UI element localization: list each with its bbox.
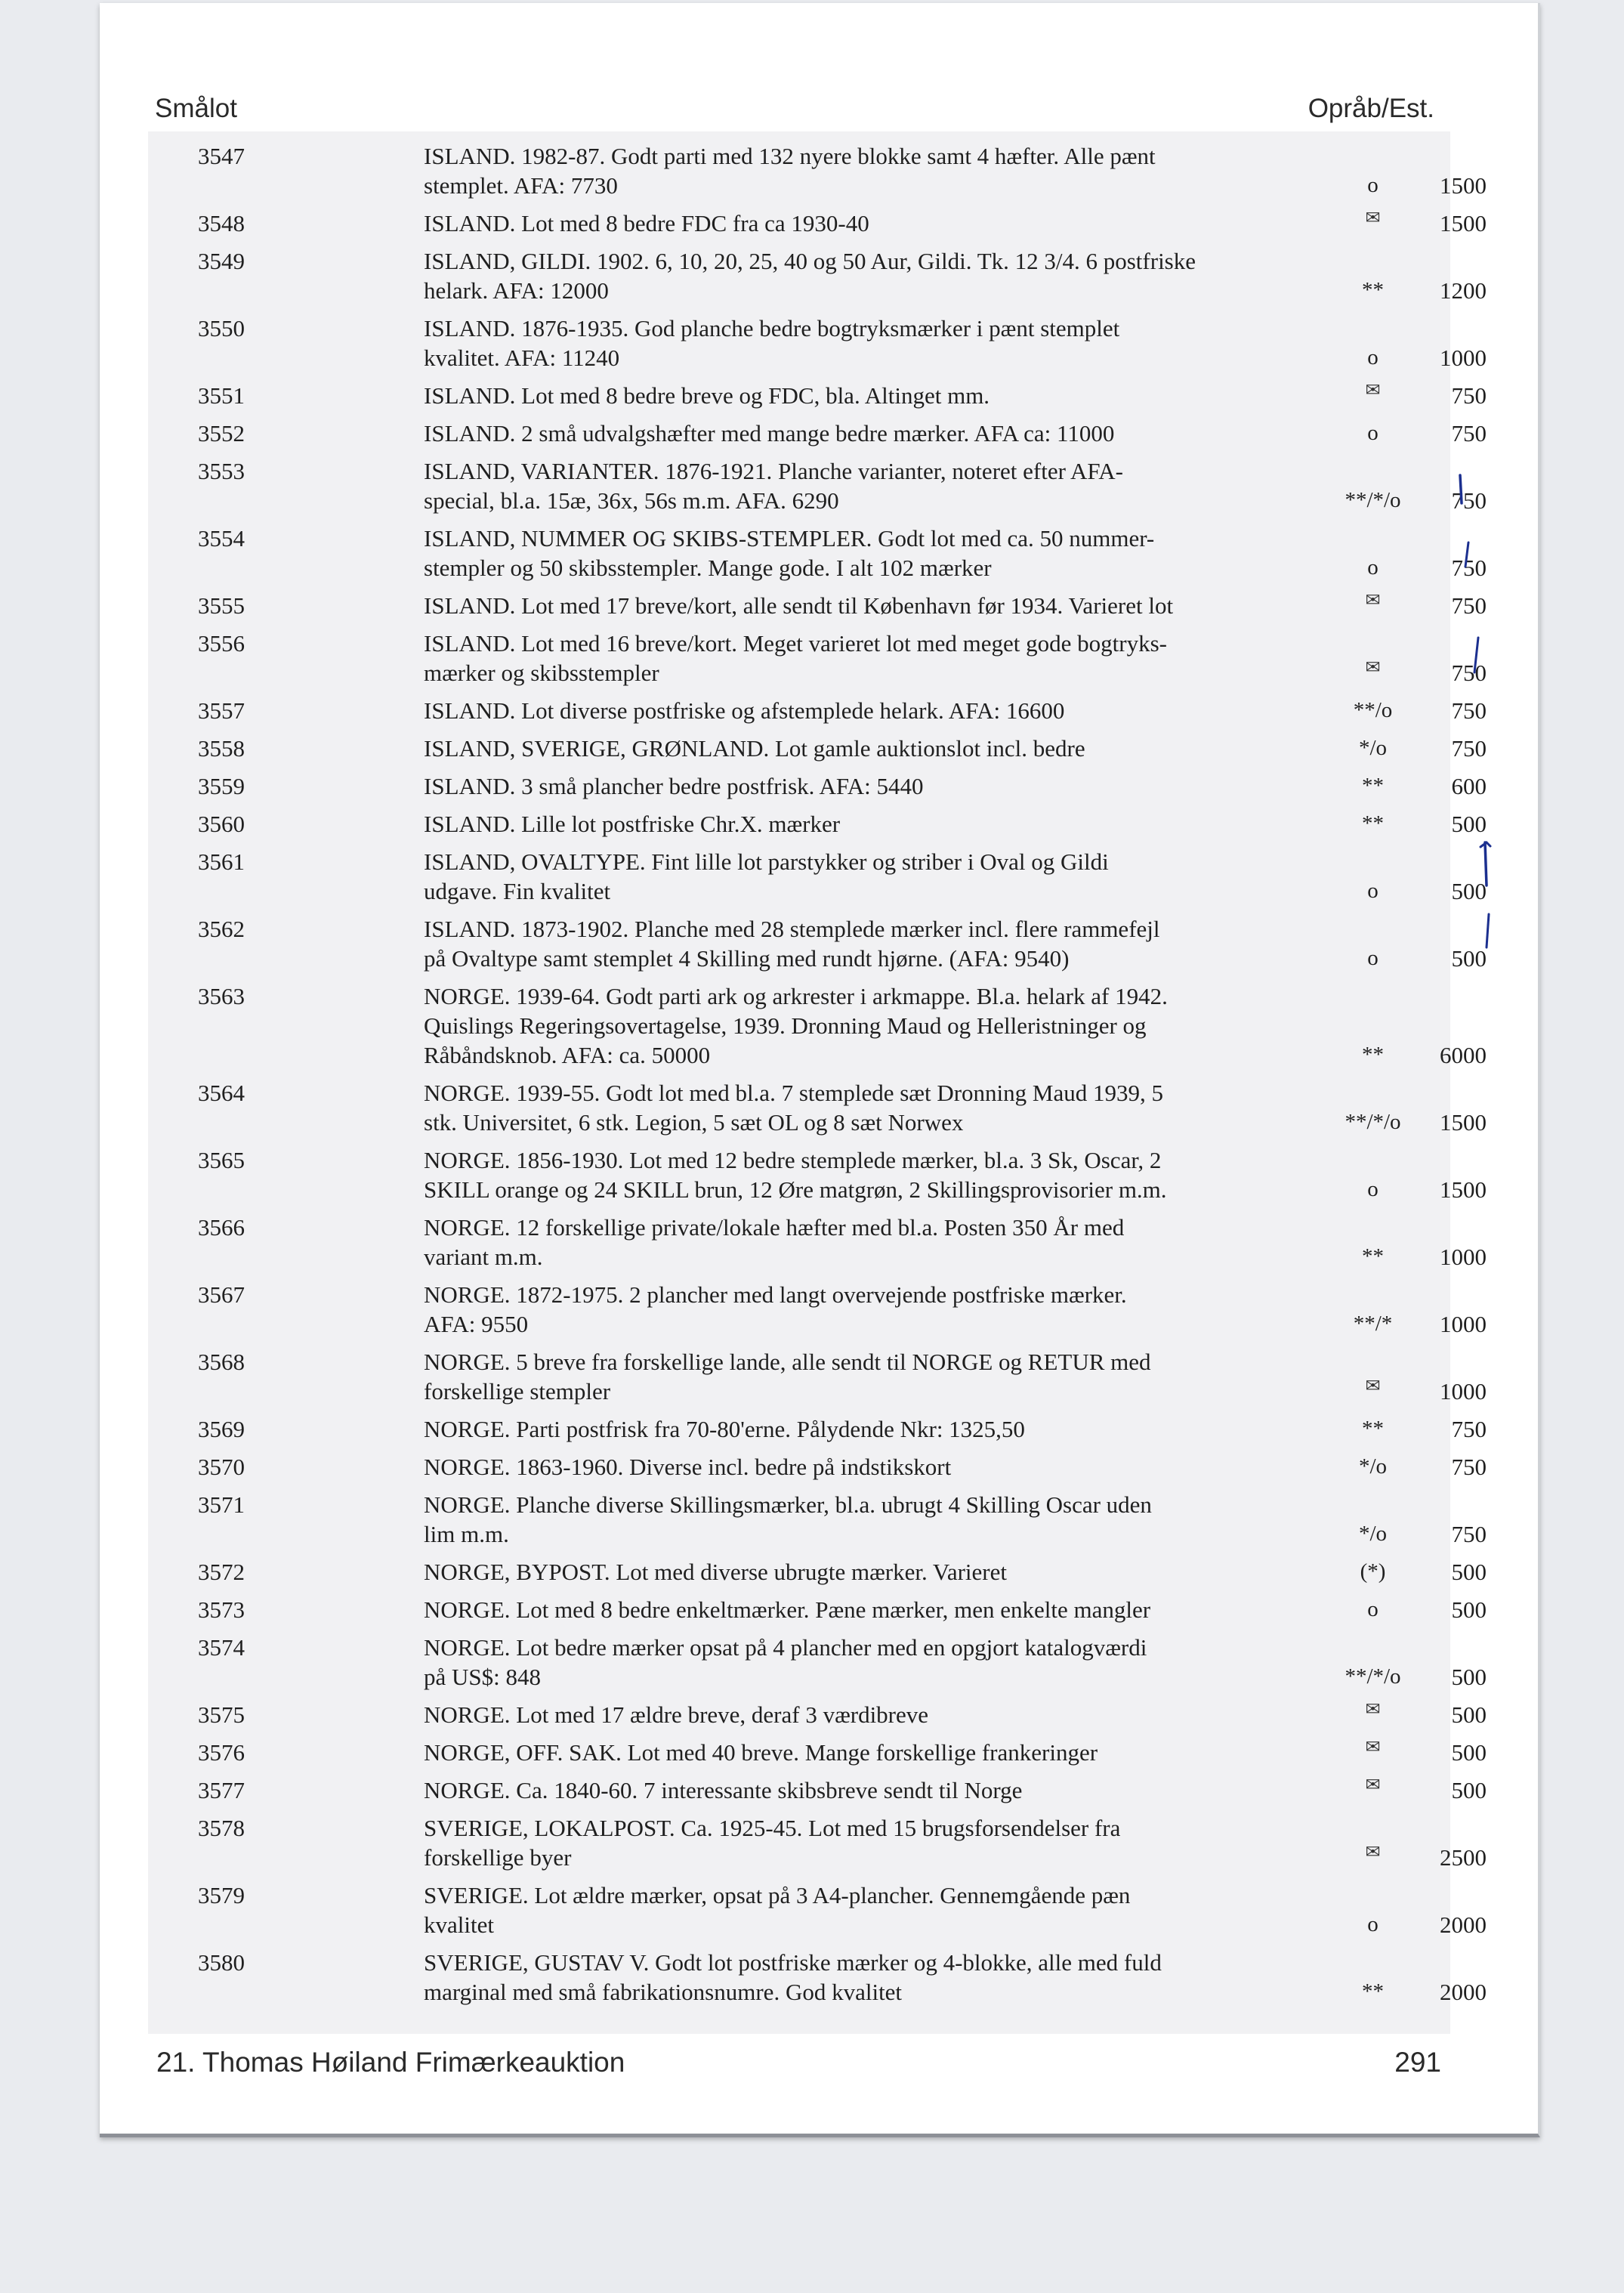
lot-description-line: stk. Universitet, 6 stk. Legion, 5 sæt OL og 8 sæt Norwex [424,1109,964,1136]
lot-estimate: 1000 [1440,1378,1487,1405]
lot-condition: o [1367,946,1379,970]
envelope-icon: ✉ [1365,1843,1381,1862]
lot-description-line: SVERIGE. Lot ældre mærker, opsat på 3 A4-plancher. Gennemgående pæn [424,1882,1131,1908]
lot-description [424,1813,1323,1872]
lot-description-line: Quislings Regeringsovertagelse, 1939. Dronning Maud og Helleristninger og [424,1012,1147,1039]
lot-condition: **/*/o [1345,1110,1401,1134]
lot-description-line: ISLAND. 1982-87. Godt parti med 132 nyere blokke samt 4 hæfter. Alle pænt [424,143,1156,169]
lot-description-line: ISLAND. 1873-1902. Planche med 28 stemplede mærker incl. flere rammefejl [424,916,1160,942]
lot-estimate: 750 [1451,420,1487,447]
lot-description-line: ISLAND. Lot med 8 bedre breve og FDC, bla. Altinget mm. [424,382,990,409]
lot-estimate: 500 [1451,1701,1487,1728]
page-number: 291 [1394,2047,1441,2078]
lot-estimate: 1000 [1440,1311,1487,1337]
lot-description-line: NORGE, BYPOST. Lot med diverse ubrugte mærker. Varieret [424,1559,1008,1585]
lot-description [424,629,1323,688]
lot-description [424,1490,1323,1549]
lot-description-line: kvalitet. AFA: 11240 [424,345,620,371]
envelope-icon: ✉ [1365,1775,1381,1795]
lot-description-line: udgave. Fin kvalitet [424,878,611,904]
lot-description-line: forskellige byer [424,1844,572,1871]
lot-description-line: NORGE. Lot bedre mærker opsat på 4 plancher med en opgjort katalogværdi [424,1634,1147,1661]
lot-number: 3563 [198,983,245,1009]
lot-number: 3573 [198,1596,245,1623]
section-title: Smålot [155,94,237,123]
lot-description [424,1633,1323,1692]
lot-description-line: SVERIGE, GUSTAV V. Godt lot postfriske mærker og 4-blokke, alle med fuld [424,1949,1162,1976]
lot-description-line: SVERIGE, LOKALPOST. Ca. 1925-45. Lot med 15 brugsforsendelser fra [424,1815,1121,1841]
lot-number: 3562 [198,916,245,942]
lot-estimate: 750 [1451,1416,1487,1442]
catalog-page [100,3,1540,2137]
lot-description-line: ISLAND. Lot diverse postfriske og afstemplede helark. AFA: 16600 [424,697,1065,724]
lot-row [148,1813,1487,1872]
lot-condition: **/o [1353,698,1393,722]
lot-number: 3578 [198,1815,245,1841]
lot-description [424,1557,1323,1587]
lot-number: 3547 [198,143,245,169]
envelope-icon: ✉ [1365,658,1381,678]
lot-estimate: 750 [1451,382,1487,409]
lot-number: 3550 [198,315,245,341]
handwritten-pen-marks [1435,453,1496,997]
lot-condition: o [1367,173,1379,197]
lot-description [424,1213,1323,1272]
lot-row [148,1557,1487,1587]
lot-row [148,1078,1487,1137]
envelope-icon: ✉ [1365,1377,1381,1396]
lot-number: 3568 [198,1349,245,1375]
lot-number: 3571 [198,1491,245,1518]
lot-number: 3553 [198,458,245,484]
lot-description [424,734,1323,763]
lot-description [424,1280,1323,1339]
lot-row [148,696,1487,725]
lot-condition: ** [1362,1043,1384,1067]
lot-row [148,1880,1487,1939]
lot-description [424,1145,1323,1204]
lot-description-line: helark. AFA: 12000 [424,277,609,304]
lot-description [424,847,1323,906]
lot-description-line: NORGE. 1939-55. Godt lot med bl.a. 7 stemplede sæt Dronning Maud 1939, 5 [424,1080,1163,1106]
lot-description-line: NORGE. Parti postfrisk fra 70-80'erne. Pålydende Nkr: 1325,50 [424,1416,1025,1442]
lot-number: 3557 [198,697,245,724]
lot-number: 3572 [198,1559,245,1585]
lot-description-line: forskellige stempler [424,1378,611,1405]
lot-estimate: 500 [1451,1596,1487,1623]
lot-row [148,1347,1487,1406]
lot-description-line: NORGE. Planche diverse Skillingsmærker, bl.a. ubrugt 4 Skilling Oscar uden [424,1491,1152,1518]
lot-estimate: 6000 [1440,1042,1487,1068]
lot-number: 3560 [198,811,245,837]
lot-row [148,246,1487,305]
lot-estimate: 500 [1451,1777,1487,1803]
lot-number: 3549 [198,248,245,274]
lot-description [424,981,1323,1070]
lot-description-line: marginal med små fabrikationsnumre. God kvalitet [424,1979,903,2005]
lot-number: 3577 [198,1777,245,1803]
lot-condition: ** [1362,811,1384,836]
lot-description-line: stemplet. AFA: 7730 [424,172,618,199]
envelope-icon: ✉ [1365,1738,1381,1757]
lot-condition: */o [1358,1454,1388,1479]
lot-description-line: ISLAND. 2 små udvalgshæfter med mange bedre mærker. AFA ca: 11000 [424,420,1115,447]
lot-estimate: 2000 [1440,1911,1487,1938]
lot-row [148,1280,1487,1339]
lot-condition: o [1367,1597,1379,1621]
lot-description [424,314,1323,372]
lot-condition: **/*/o [1345,1664,1401,1689]
lot-estimate: 750 [1451,487,1487,514]
lot-number: 3555 [198,592,245,619]
lot-condition: o [1367,345,1379,369]
lot-description-line: ISLAND. Lot med 16 breve/kort. Meget varieret lot med meget gode bogtryks- [424,630,1167,657]
lot-estimate: 500 [1451,811,1487,837]
lot-description-line: NORGE. Lot med 8 bedre enkeltmærker. Pæne mærker, men enkelte mangler [424,1596,1151,1623]
lot-row [148,1738,1487,1767]
lot-row [148,771,1487,801]
lot-description-line: ISLAND. 1876-1935. God planche bedre bogtryksmærker i pænt stemplet [424,315,1120,341]
lot-description [424,1414,1323,1444]
lot-condition: o [1367,1177,1379,1201]
lot-estimate: 1500 [1440,1176,1487,1203]
lot-description-line: ISLAND. Lot med 17 breve/kort, alle sendt til København før 1934. Varieret lot [424,592,1174,619]
lot-description-line: på US$: 848 [424,1664,541,1690]
lot-estimate: 750 [1451,660,1487,686]
lot-row [148,524,1487,583]
lot-condition: ** [1362,774,1384,798]
lot-estimate: 1000 [1440,1244,1487,1270]
envelope-icon: ✉ [1365,209,1381,228]
lot-description [424,141,1323,200]
lot-number: 3551 [198,382,245,409]
lot-description [424,524,1323,583]
lot-condition: **/*/o [1345,488,1401,512]
lot-estimate: 750 [1451,697,1487,724]
lot-condition: o [1367,1912,1379,1936]
lot-estimate: 750 [1451,592,1487,619]
lot-condition: o [1367,555,1379,579]
lot-row [148,1595,1487,1624]
lot-description-line: kvalitet [424,1911,494,1938]
lot-row [148,591,1487,620]
lot-estimate: 1500 [1440,1109,1487,1136]
lot-estimate: 1500 [1440,210,1487,236]
lot-description-line: variant m.m. [424,1244,543,1270]
lot-estimate: 1000 [1440,345,1487,371]
lot-number: 3566 [198,1214,245,1241]
lot-number: 3580 [198,1949,245,1976]
lot-description-line: NORGE. 1863-1960. Diverse incl. bedre på indstikskort [424,1454,952,1480]
lot-description-line: ISLAND, OVALTYPE. Fint lille lot parstykker og striber i Oval og Gildi [424,848,1109,875]
lot-description-line: NORGE. 12 forskellige private/lokale hæfter med bl.a. Posten 350 År med [424,1214,1125,1241]
lot-number: 3556 [198,630,245,657]
lot-estimate: 500 [1451,1559,1487,1585]
lot-number: 3574 [198,1634,245,1661]
lot-description-line: ISLAND. Lille lot postfriske Chr.X. mærker [424,811,841,837]
lot-description [424,209,1323,238]
lot-estimate: 750 [1451,735,1487,762]
lot-row [148,1414,1487,1444]
lot-description [424,381,1323,410]
envelope-icon: ✉ [1365,591,1381,610]
lot-row [148,629,1487,688]
lot-description-line: ISLAND, SVERIGE, GRØNLAND. Lot gamle auktionslot incl. bedre [424,735,1085,762]
lot-description [424,591,1323,620]
lot-description-line: lim m.m. [424,1521,509,1547]
lot-number: 3548 [198,210,245,236]
lot-description-line: NORGE. 1872-1975. 2 plancher med langt overvejende postfriske mærker. [424,1281,1127,1308]
lot-row [148,981,1487,1070]
lot-condition: ** [1362,278,1384,302]
lot-description [424,1948,1323,2007]
lot-row [148,1948,1487,2007]
lot-description-line: NORGE. Ca. 1840-60. 7 interessante skibsbreve sendt til Norge [424,1777,1023,1803]
lot-number: 3565 [198,1147,245,1173]
lot-estimate: 500 [1451,878,1487,904]
envelope-icon: ✉ [1365,1700,1381,1720]
lot-description [424,419,1323,448]
lot-condition: ** [1362,1417,1384,1441]
lot-description [424,456,1323,515]
lot-description-line: stempler og 50 skibsstempler. Mange gode. I alt 102 mærker [424,555,992,581]
lot-estimate: 1200 [1440,277,1487,304]
lot-row [148,209,1487,238]
lot-row [148,1490,1487,1549]
lot-description-line: NORGE. Lot med 17 ældre breve, deraf 3 værdibreve [424,1701,929,1728]
lot-estimate: 2000 [1440,1979,1487,2005]
lot-description-line: AFA: 9550 [424,1311,529,1337]
lot-estimate: 750 [1451,1454,1487,1480]
lot-number: 3554 [198,525,245,552]
lot-description [424,246,1323,305]
estimate-column-header: Opråb/Est. [1308,94,1434,123]
lot-row [148,809,1487,839]
lot-description-line: NORGE, OFF. SAK. Lot med 40 breve. Mange forskellige frankeringer [424,1739,1098,1766]
lot-condition: ** [1362,1244,1384,1269]
lot-description-line: ISLAND, NUMMER OG SKIBS-STEMPLER. Godt lot med ca. 50 nummer- [424,525,1155,552]
lot-estimate: 750 [1451,555,1487,581]
lot-number: 3569 [198,1416,245,1442]
lot-number: 3575 [198,1701,245,1728]
lot-condition: **/* [1353,1312,1393,1336]
lot-description-line: NORGE. 1856-1930. Lot med 12 bedre stemplede mærker, bl.a. 3 Sk, Oscar, 2 [424,1147,1162,1173]
lot-description [424,1700,1323,1729]
lot-description [424,1078,1323,1137]
lot-condition: o [1367,879,1379,903]
lot-row [148,1145,1487,1204]
lot-description [424,1347,1323,1406]
lot-description-line: Råbåndsknob. AFA: ca. 50000 [424,1042,711,1068]
lot-description-line: ISLAND. 3 små plancher bedre postfrisk. AFA: 5440 [424,773,924,799]
lot-description [424,1775,1323,1805]
lot-estimate: 500 [1451,945,1487,972]
lot-number: 3561 [198,848,245,875]
lot-number: 3552 [198,420,245,447]
lot-description [424,914,1323,973]
lot-number: 3570 [198,1454,245,1480]
lot-description-line: mærker og skibsstempler [424,660,659,686]
lot-row [148,1633,1487,1692]
lot-row [148,1775,1487,1805]
envelope-icon: ✉ [1365,381,1381,400]
auction-title: 21. Thomas Høiland Frimærkeauktion [156,2047,625,2078]
lot-description-line: ISLAND, VARIANTER. 1876-1921. Planche varianter, noteret efter AFA- [424,458,1123,484]
lot-estimate: 600 [1451,773,1487,799]
lot-condition: */o [1358,1522,1388,1546]
lot-row [148,1700,1487,1729]
lot-list [148,131,1487,2034]
lot-estimate: 750 [1451,1521,1487,1547]
lot-row [148,734,1487,763]
lot-description [424,1452,1323,1482]
lot-number: 3579 [198,1882,245,1908]
lot-number: 3567 [198,1281,245,1308]
lot-description-line: ISLAND, GILDI. 1902. 6, 10, 20, 25, 40 og 50 Aur, Gildi. Tk. 12 3/4. 6 postfriske [424,248,1196,274]
lot-description [424,696,1323,725]
lot-description [424,771,1323,801]
lot-condition: */o [1358,736,1388,760]
lot-estimate: 500 [1451,1739,1487,1766]
lot-number: 3576 [198,1739,245,1766]
lot-row [148,1452,1487,1482]
lot-estimate: 1500 [1440,172,1487,199]
lot-row [148,419,1487,448]
lot-number: 3559 [198,773,245,799]
lot-row [148,1213,1487,1272]
lot-number: 3564 [198,1080,245,1106]
lot-description [424,1595,1323,1624]
lot-description [424,809,1323,839]
lot-row [148,847,1487,906]
lot-row [148,381,1487,410]
lot-number: 3558 [198,735,245,762]
lot-condition: ** [1362,1979,1384,2004]
lot-row [148,141,1487,200]
lot-description-line: SKILL orange og 24 SKILL brun, 12 Øre matgrøn, 2 Skillingsprovisorier m.m. [424,1176,1167,1203]
lot-description-line: ISLAND. Lot med 8 bedre FDC fra ca 1930-40 [424,210,869,236]
lot-row [148,456,1487,515]
lot-estimate: 500 [1451,1664,1487,1690]
lot-description [424,1880,1323,1939]
lot-description-line: på Ovaltype samt stemplet 4 Skilling med rundt hjørne. (AFA: 9540) [424,945,1070,972]
lot-description-line: NORGE. 5 breve fra forskellige lande, alle sendt til NORGE og RETUR med [424,1349,1151,1375]
lot-row [148,914,1487,973]
lot-description [424,1738,1323,1767]
lot-description-line: special, bl.a. 15æ, 36x, 56s m.m. AFA. 6290 [424,487,839,514]
lot-condition: o [1367,421,1379,445]
lot-description-line: NORGE. 1939-64. Godt parti ark og arkrester i arkmappe. Bl.a. helark af 1942. [424,983,1168,1009]
lot-row [148,314,1487,372]
lot-condition: (*) [1360,1559,1386,1584]
lot-estimate: 2500 [1440,1844,1487,1871]
